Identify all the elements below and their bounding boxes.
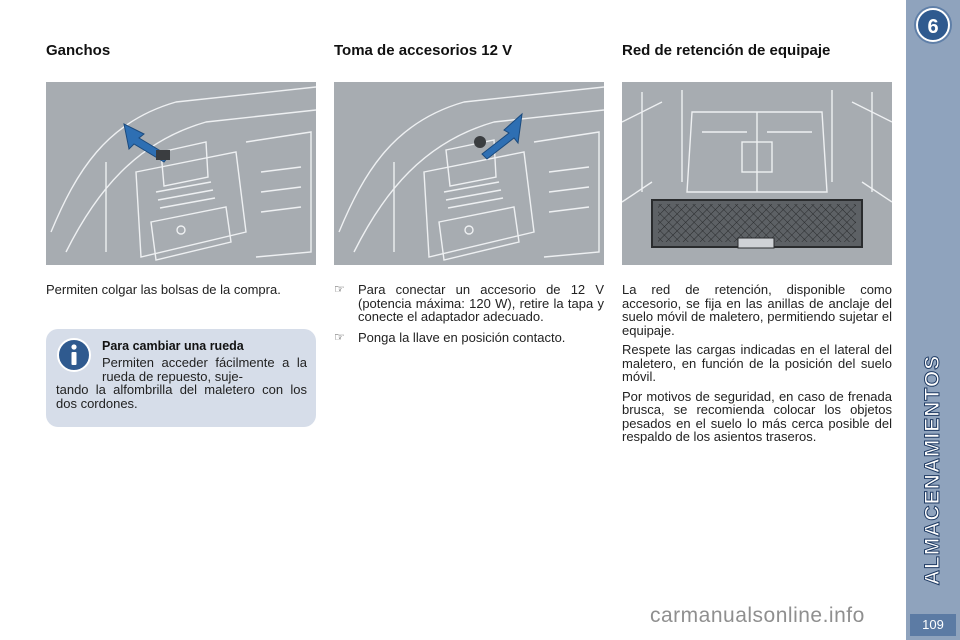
trunk-net-drawing [622, 82, 892, 265]
socket-bullet-2-text: Ponga la llave en posición contacto. [358, 329, 566, 345]
hooks-illustration [46, 82, 316, 265]
info-box-text [56, 356, 307, 410]
socket-heading: Toma de accesorios 12 V [334, 42, 513, 59]
info-box-text-first: Permiten acceder fácilmente a la rueda de repuesto, suje- [102, 355, 307, 384]
socket-bullet-1 [334, 283, 604, 324]
socket-bullet-2 [334, 331, 604, 345]
net-paragraph-3: Por motivos de seguridad, en caso de frenada brusca, se recomienda colocar los objetos pesados en el suelo lo más cerca posible del respaldo de los asientos traseros. [622, 388, 892, 444]
info-box-title: Para cambiar una rueda [102, 339, 244, 353]
hand-pointer-icon: ☞ [334, 282, 345, 296]
net-heading: Red de retención de equipaje [622, 42, 831, 59]
chapter-number-badge: 6 [916, 8, 950, 42]
hooks-description: Permiten colgar las bolsas de la compra. [46, 282, 281, 297]
socket-instructions [334, 283, 604, 351]
page-number: 109 [910, 614, 956, 636]
hooks-heading: Ganchos [46, 42, 111, 59]
socket-bullet-1-text: Para conectar un accesorio de 12 V (potencia máxima: 120 W), retire la tapa y conecte el adaptador adecuado. [358, 282, 604, 324]
info-box-text-rest: tando la alfombrilla del maletero con los dos cordones. [56, 382, 307, 411]
info-box [46, 329, 316, 427]
net-paragraph-2: Respete las cargas indicadas en el lateral del maletero, en función de la posición del suelo móvil. [622, 342, 892, 384]
net-paragraph-1: La red de retención, disponible como accesorio, se fija en las anillas de anclaje del suelo móvil de maletero, permitiendo sujetar el equipaje. [622, 282, 892, 338]
net-description [622, 283, 892, 450]
chapter-title: ALMACENAMIENTOS [921, 354, 944, 586]
hand-pointer-icon: ☞ [334, 329, 345, 344]
trunk-socket-drawing [334, 82, 604, 265]
socket-illustration [334, 82, 604, 265]
net-illustration [622, 82, 892, 265]
watermark: carmanualsonline.info [650, 604, 865, 627]
trunk-hooks-drawing [46, 82, 316, 265]
